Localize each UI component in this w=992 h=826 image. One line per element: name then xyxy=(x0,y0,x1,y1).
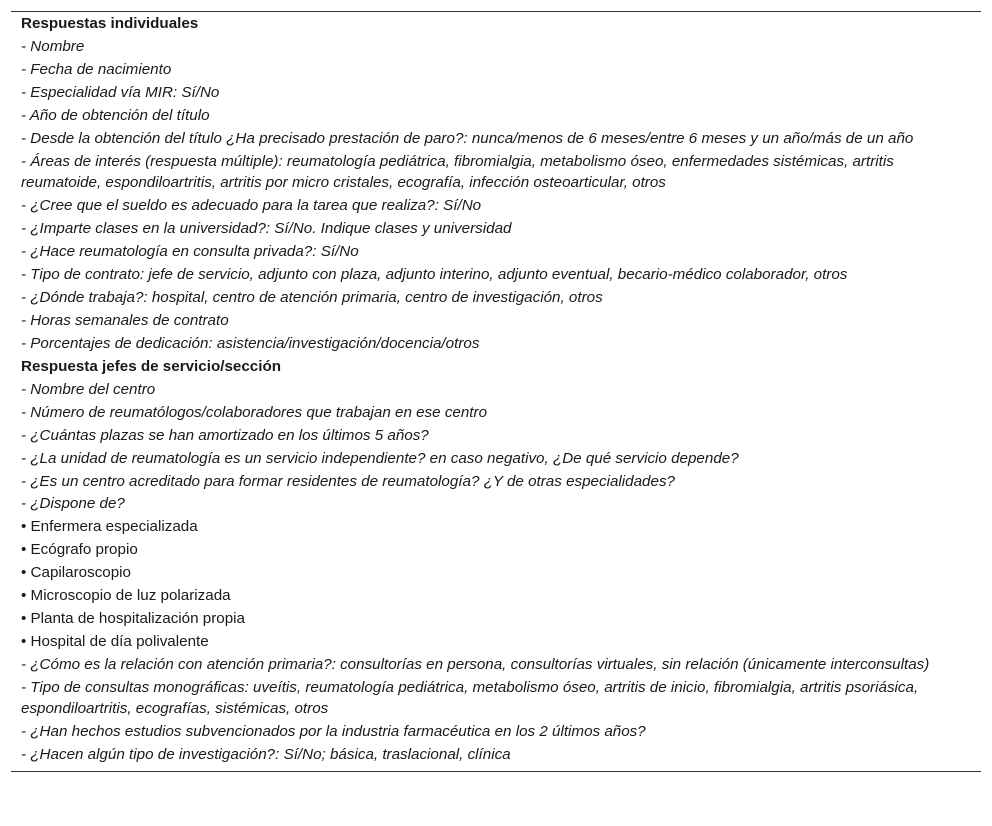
question-item: - Desde la obtención del título ¿Ha precisado prestación de paro?: nunca/menos de 6 meses/entre 6 meses y un año/más de un año xyxy=(21,129,914,147)
question-item: - ¿Es un centro acreditado para formar residentes de reumatología? ¿Y de otras especialidades? xyxy=(21,472,675,490)
question-item: - ¿Hacen algún tipo de investigación?: Sí/No; básica, traslacional, clínica xyxy=(21,746,511,764)
question-item: - Horas semanales de contrato xyxy=(21,311,229,329)
question-item: - Nombre xyxy=(21,37,85,55)
question-item: - Áreas de interés (respuesta múltiple): reumatología pediátrica, fibromialgia, metabolismo óseo, enfermedades sistémicas, artritis reumatoide, espondiloartritis, artritis por micro cristales, ecografía, infección osteoarticular, otros xyxy=(21,152,894,191)
question-item: - Nombre del centro xyxy=(21,380,156,398)
question-item: - ¿Han hechos estudios subvencionados por la industria farmacéutica en los 2 últimos años? xyxy=(21,723,646,741)
question-item: - ¿La unidad de reumatología es un servicio independiente? en caso negativo, ¿De qué servicio depende? xyxy=(21,449,739,467)
question-item: - Tipo de contrato: jefe de servicio, adjunto con plaza, adjunto interino, adjunto eventual, becario-médico colaborador, otros xyxy=(21,265,848,283)
bullet-item: • Enfermera especializada xyxy=(21,518,198,536)
question-item: - Año de obtención del título xyxy=(21,106,210,124)
section-heading: Respuestas individuales xyxy=(21,15,199,32)
question-item: - Especialidad vía MIR: Sí/No xyxy=(21,83,220,101)
question-item: - ¿Imparte clases en la universidad?: Sí/No. Indique clases y universidad xyxy=(21,219,512,237)
bullet-item: • Microscopio de luz polarizada xyxy=(21,587,231,605)
question-item: - ¿Dónde trabaja?: hospital, centro de atención primaria, centro de investigación, otros xyxy=(21,288,603,306)
question-item: - Número de reumatólogos/colaboradores que trabajan en ese centro xyxy=(21,403,488,421)
question-item: - ¿Hace reumatología en consulta privada?: Sí/No xyxy=(21,242,359,260)
bullet-item: • Hospital de día polivalente xyxy=(21,633,209,651)
bullet-item: • Ecógrafo propio xyxy=(21,541,138,559)
question-item: - Tipo de consultas monográficas: uveítis, reumatología pediátrica, metabolismo óseo, artritis de inicio, fibromialgia, artritis psoriásica, espondiloartritis, ecografías, sistémicas, otros xyxy=(21,679,919,718)
question-item: - ¿Cuántas plazas se han amortizado en los últimos 5 años? xyxy=(21,426,429,444)
questionnaire-table xyxy=(11,11,981,772)
bullet-item: • Planta de hospitalización propia xyxy=(21,610,245,628)
question-item: - ¿Cómo es la relación con atención primaria?: consultorías en persona, consultorías virtuales, sin relación (únicamente interconsultas) xyxy=(21,656,930,674)
bullet-item: • Capilaroscopio xyxy=(21,564,131,582)
question-item: - Fecha de nacimiento xyxy=(21,60,172,78)
question-item: - ¿Cree que el sueldo es adecuado para la tarea que realiza?: Sí/No xyxy=(21,196,482,214)
section-heading: Respuesta jefes de servicio/sección xyxy=(21,357,282,375)
question-item: - Porcentajes de dedicación: asistencia/investigación/docencia/otros xyxy=(21,334,480,352)
question-item: - ¿Dispone de? xyxy=(21,495,125,513)
